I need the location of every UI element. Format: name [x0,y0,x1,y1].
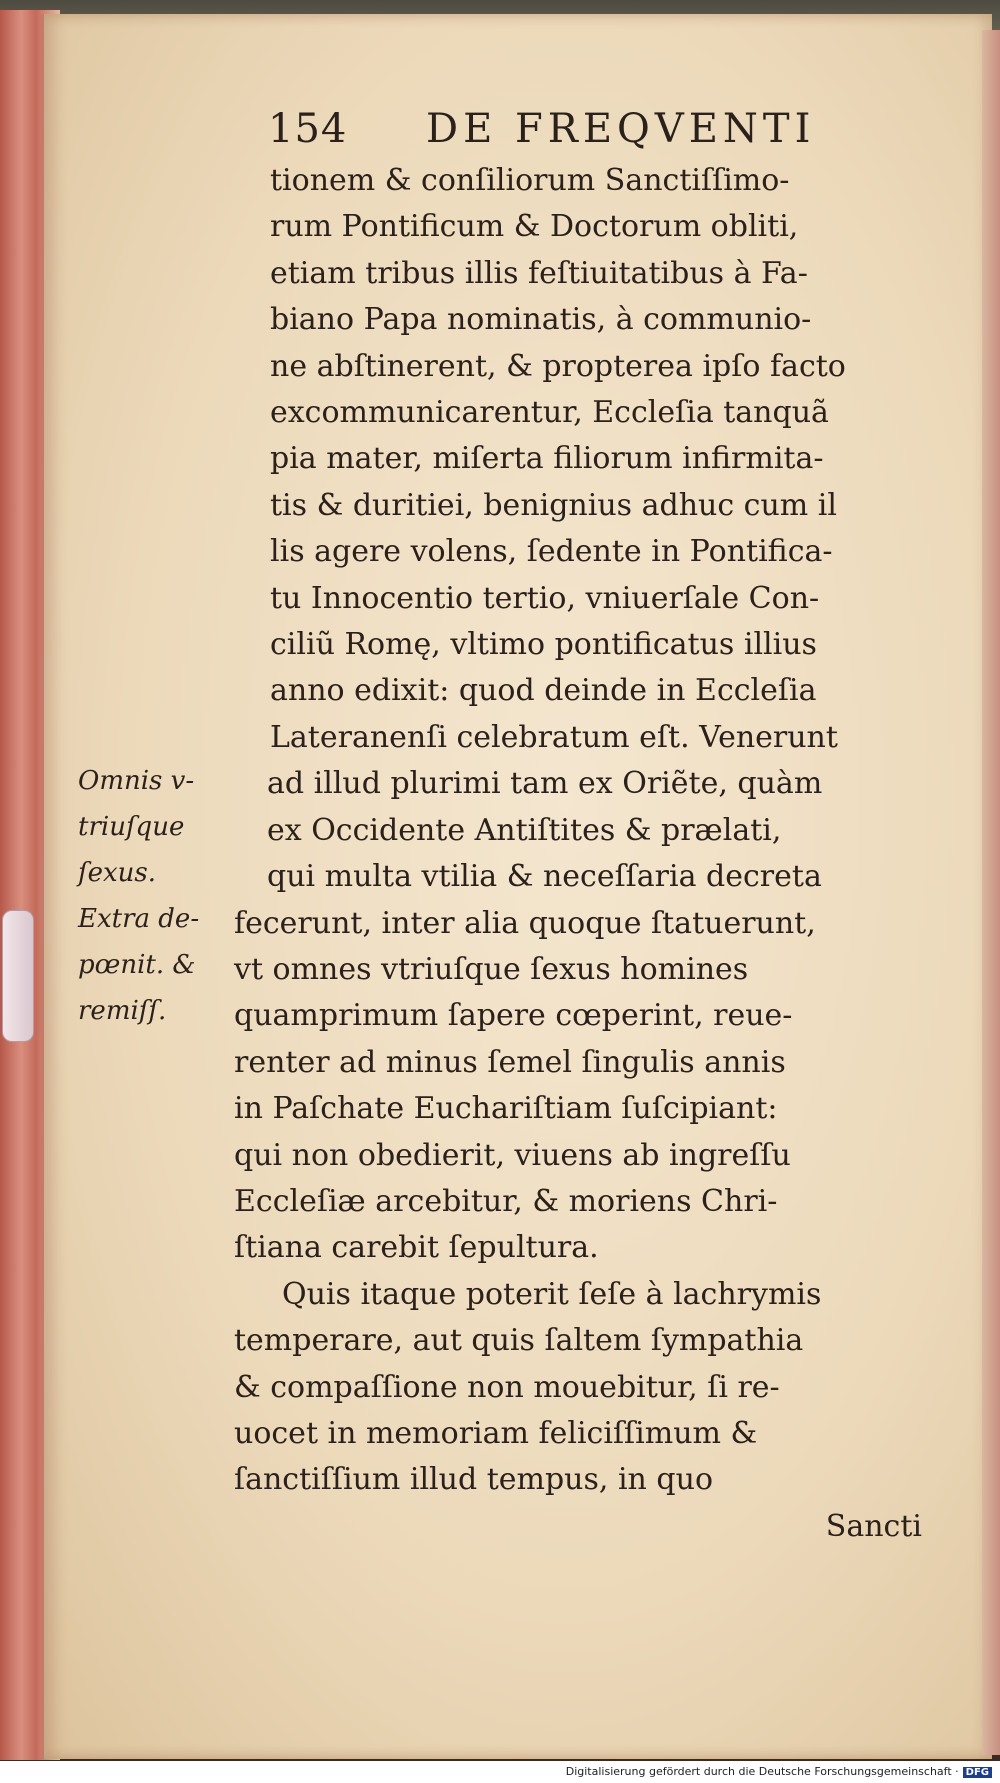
text-line: renter ad minus ſemel ſingulis annis [234,1044,786,1080]
text-line: etiam tribus illis feſtiuitatibus à Fa- [270,255,808,291]
margin-note-line: Extra de- [78,904,200,934]
text-line: qui non obedierit, viuens ab ingreſſu [234,1137,791,1173]
margin-note-line: remiſſ. [78,996,167,1026]
text-line: vt omnes vtriuſque ſexus homines [234,951,749,987]
text-line: in Paſchate Euchariſtiam ſuſcipiant: [234,1091,778,1127]
text-line: ciliũ Romę, vltimo pontificatus illius [270,627,817,663]
text-line: rum Pontificum & Doctorum obliti, [270,209,799,245]
text-line: excommunicarentur, Eccleſia tanquã [270,395,829,431]
text-line: ad illud plurimi tam ex Oriẽte, quàm [267,766,823,802]
text-line: qui multa vtilia & neceſſaria decreta [267,859,822,895]
page-number: 154 [268,106,348,152]
dfg-logo-badge: DFG [963,1767,992,1778]
paragraph-start-line: Quis itaque poterit ſeſe à lachrymis [282,1276,822,1312]
text-line: Lateranenſi celebratum eſt. Venerunt [270,719,838,755]
catchword: Sancti [825,1508,922,1544]
text-line: pia mater, miſerta filiorum infirmita- [270,441,824,477]
text-line: anno edixit: quod deinde in Eccleſia [270,673,817,709]
text-line: fecerunt, inter alia quoque ſtatuerunt, [234,905,816,941]
page-clip [2,910,34,1042]
text-line: tu Innocentio tertio, vniuerſale Con- [270,580,820,616]
text-line: & compaſſione non mouebitur, ſi re- [234,1369,780,1405]
text-line: ex Occidente Antiſtites & prælati, [267,812,782,848]
text-line: ſtiana carebit ſepultura. [234,1230,599,1266]
margin-note-line: triuſque [78,812,185,842]
margin-note-line: pœnit. & [78,950,196,980]
book-right-edge [982,30,1000,1755]
text-line: ſanctiſſium illud tempus, in quo [234,1462,714,1498]
page-header [268,106,938,162]
text-line: tionem & conſiliorum Sanctiſſimo- [270,163,790,198]
margin-note [78,758,238,1034]
text-line: temperare, aut quis ſaltem ſympathia [234,1323,804,1359]
dfg-credit [566,1765,992,1778]
text-line: uocet in memoriam feliciſſimum & [234,1415,758,1451]
text-line: tis & duritiei, benignius adhuc cum il [270,487,837,523]
body-text [232,158,932,1550]
text-line: biano Papa nominatis, à communio- [270,302,812,338]
margin-note-line: Omnis v- [78,766,195,796]
text-line: Eccleſiæ arcebitur, & moriens Chri- [234,1183,778,1219]
margin-note-line: ſexus. [78,858,157,888]
text-line: lis agere volens, ſedente in Pontifica- [270,534,833,570]
text-line: quamprimum ſapere cœperint, reue- [234,998,793,1034]
dfg-credit-text: Digitalisierung gefördert durch die Deutsche Forschungsgemeinschaft · [565,1765,959,1778]
running-title: DE FREQVENTI [426,106,816,152]
text-line: ne abſtinerent, & propterea ipſo facto [270,348,846,384]
